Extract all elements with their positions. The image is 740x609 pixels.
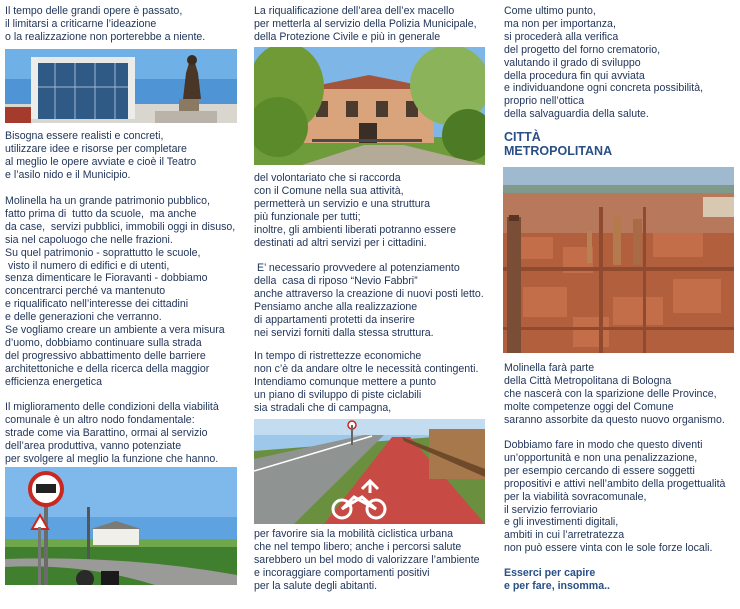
col2-paragraph-2: del volontariato che si raccorda con il Comune nella sua attività, permetterà un servizio e una struttura più funzionale per tutti; inoltre, gli ambienti liberati potranno essere destinati ad altri servizi per i cittadini. [254,172,456,249]
col2-paragraph-5: per favorire sia la mobilità ciclistica urbana che nel tempo libero; anche i percorsi salute sarebbero un bel modo di valorizzare l’ambiente e incoraggiare comportamenti positivi per la salute degli abitanti. [254,528,480,592]
col1-paragraph-2: Bisogna essere realisti e concreti, utilizzare idee e risorse per completare al meglio le opere avviate e cioè il Teatro e l’asilo nido e il Municipio. [5,130,197,181]
bologna-aerial-photo [503,167,734,353]
col2-paragraph-4: In tempo di ristrettezze economiche non c’è da andare oltre le necessità contingenti. Intendiamo comunque mettere a punto un piano di sviluppo di piste ciclabili sia stradali che di campagna, [254,350,479,414]
bike-lane-photo [254,419,485,524]
col1-paragraph-4: Il miglioramento delle condizioni della viabilità comunale è un altro nodo fondamentale: strade come via Barattino, ormai al servizio dell’area produttiva, vanno potenziate per svolgere al meglio la funzione che hanno. [5,401,219,465]
col1-paragraph-1: Il tempo delle grandi opere è passato, il limitarsi a criticarne l’ideazione o la realizzazione non porterebbe a niente. [5,5,206,43]
col3-paragraph-2: Molinella farà parte della Città Metropolitana di Bologna che nascerà con la sparizione delle Province, molte competenze oggi del Comune saranno assorbite da questo nuovo organismo. [504,362,725,426]
municipio-photo [5,49,237,123]
closing-slogan: Esserci per capire e per fare, insomma.. [504,567,610,592]
section-heading: CITTÀ METROPOLITANA [504,130,613,158]
col3-paragraph-3: Dobbiamo fare in modo che questo diventi un’opportunità e non una penalizzazione, per esempio cercando di essere soggetti propositivi e attivi nell’ambito della progettualità per la viabilità sovracomunale, il servizio ferroviario e gli investimenti digitali, ambiti in cui l’arretratezza non può essere vinta con le sole forze locali. [504,439,726,555]
col2-paragraph-1: La riqualificazione dell’area dell’ex macello per metterla al servizio della Polizia Municipale, della Protezione Civile e più in generale [254,5,477,43]
road-sign-photo [5,467,237,585]
col3-paragraph-1: Come ultimo punto, ma non per importanza, si procederà alla verifica del progetto del forno crematorio, valutando il grado di sviluppo della procedura fin qui avviata e individuandone ogni concreta possibilità, proprio nell’ottica della salvaguardia della salute. [504,5,704,121]
col1-paragraph-3: Molinella ha un grande patrimonio pubblico, fatto prima di tutto da scuole, ma anche da case, servizi pubblici, immobili oggi in disuso, sia nel capoluogo che nelle frazioni. Su quel patrimonio - soprattutto le scuole, visto il numero di edifici e di utenti, senza dimenticare le Fioravanti - dobbiamo concentrarci perché va mantenuto e riqualificato nell’interesse dei cittadini e delle generazioni che verranno. Se vogliamo creare un ambiente a vera misura d’uomo, dobbiamo continuare sulla strada del progressivo abbattimento delle barriere architettoniche e della ricerca della maggior efficienza energetica [5,195,236,388]
col2-paragraph-3: E’ necessario provvedere al potenziamento della casa di riposo “Nevio Fabbri” anche attraverso la creazione di nuovi posti letto. Pensiamo anche alla realizzazione di appartamenti protetti da inserire nei servizi forniti dalla stessa struttura. [254,262,484,339]
ex-macello-photo [254,47,485,165]
